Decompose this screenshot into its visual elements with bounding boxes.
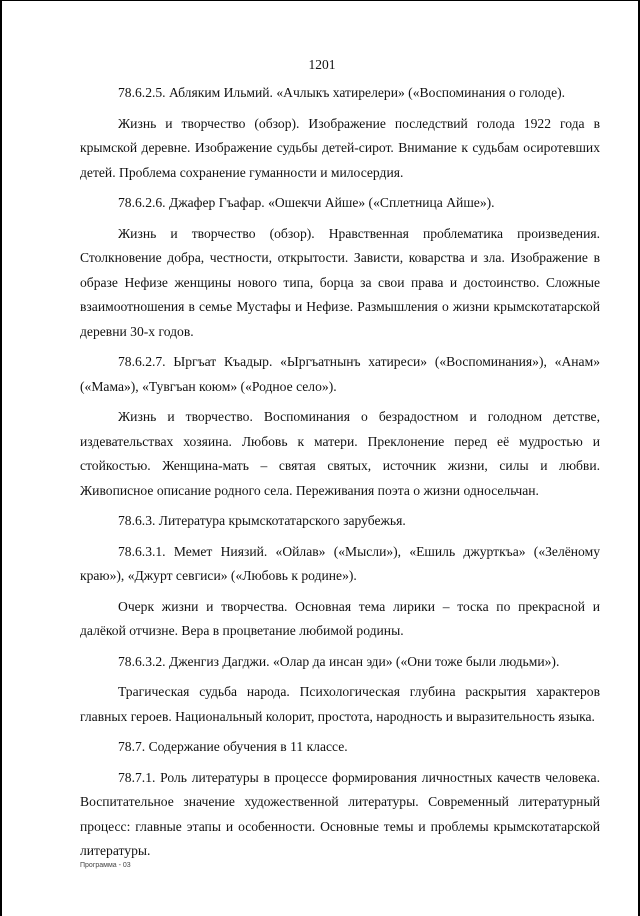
paragraph-ilmiy-summary: Жизнь и творчество (обзор). Изображение последствий голода 1922 года в крымской деревне. Изображение судьбы детей-сирот. Внимание к судьбам осиротевших детей. Проблема сохранение гуманности и милосердия. [80, 115, 600, 180]
section-heading-78-6-2-6: 78.6.2.6. Джафер Гъафар. «Ошекчи Айше» («Сплетница Айше»). [118, 195, 495, 210]
section-heading-78-6-3-2: 78.6.3.2. Дженгиз Дагджи. «Олар да инсан эди» («Они тоже были людьми»). [118, 653, 560, 669]
paragraph-dagdzhi-summary: Трагическая судьба народа. Психологическая глубина раскрытия характеров главных героев. Национальный колорит, простота, народность и выразительность языка. [80, 684, 600, 724]
section-heading-78-6-3-1: 78.6.3.1. Мемет Ниязий. «Ойлав» («Мысли»), «Ешиль джурткъа» («Зелёному краю»), «Джурт севгиси» («Любовь к родине»). [80, 543, 600, 583]
paragraph-niyaziy-summary: Очерк жизни и творчества. Основная тема лирики – тоска по прекрасной и далёкой отчизне. Вера в процветание любимой родины. [80, 598, 600, 638]
page-number: 1201 [308, 57, 336, 72]
section-heading-78-6-2-7: 78.6.2.7. Ыргъат Къадыр. «Ыргъатнынъ хатиреси» («Воспоминания»), «Анам» («Мама»), «Тувгъан коюм» («Родное село»). [80, 354, 600, 394]
paragraph-78-7-1: 78.7.1. Роль литературы в процессе формирования личностных качеств человека. Воспитательное значение художественной литературы. Современный литературный процесс: главные этапы и особенности. Основные темы и проблемы крымскотатарской литературы. [80, 769, 600, 858]
page-footer: Программа - 03 [80, 862, 131, 869]
paragraph-kadyr-summary: Жизнь и творчество. Воспоминания о безрадостном и голодном детстве, издевательствах хозяина. Любовь к матери. Преклонение перед её мудростью и стойкостью. Женщина-мать – святая святых, источник жизни, силы и любви. Живописное описание родного села. Переживания поэта о жизни односельчан. [80, 409, 600, 498]
paragraph-gafar-summary: Жизнь и творчество (обзор). Нравственная проблематика произведения. Столкновение добра, честности, открытости. Зависти, коварства и зла. Изображение в образе Нефизе женщины нового типа, борца за свои права и достоинство. Сложные взаимоотношения в семье Мустафы и Нефизе. Размышления о жизни крымскотатарской деревни 30-х годов. [80, 225, 600, 339]
section-heading-78-6-3: 78.6.3. Литература крымскотатарского зарубежья. [118, 513, 406, 528]
document-body [80, 81, 600, 870]
section-heading-78-7: 78.7. Содержание обучения в 11 классе. [118, 739, 348, 754]
section-heading-78-6-2-5: 78.6.2.5. Абляким Ильмий. «Ачлыкъ хатирелери» («Воспоминания о голоде). [118, 85, 566, 100]
